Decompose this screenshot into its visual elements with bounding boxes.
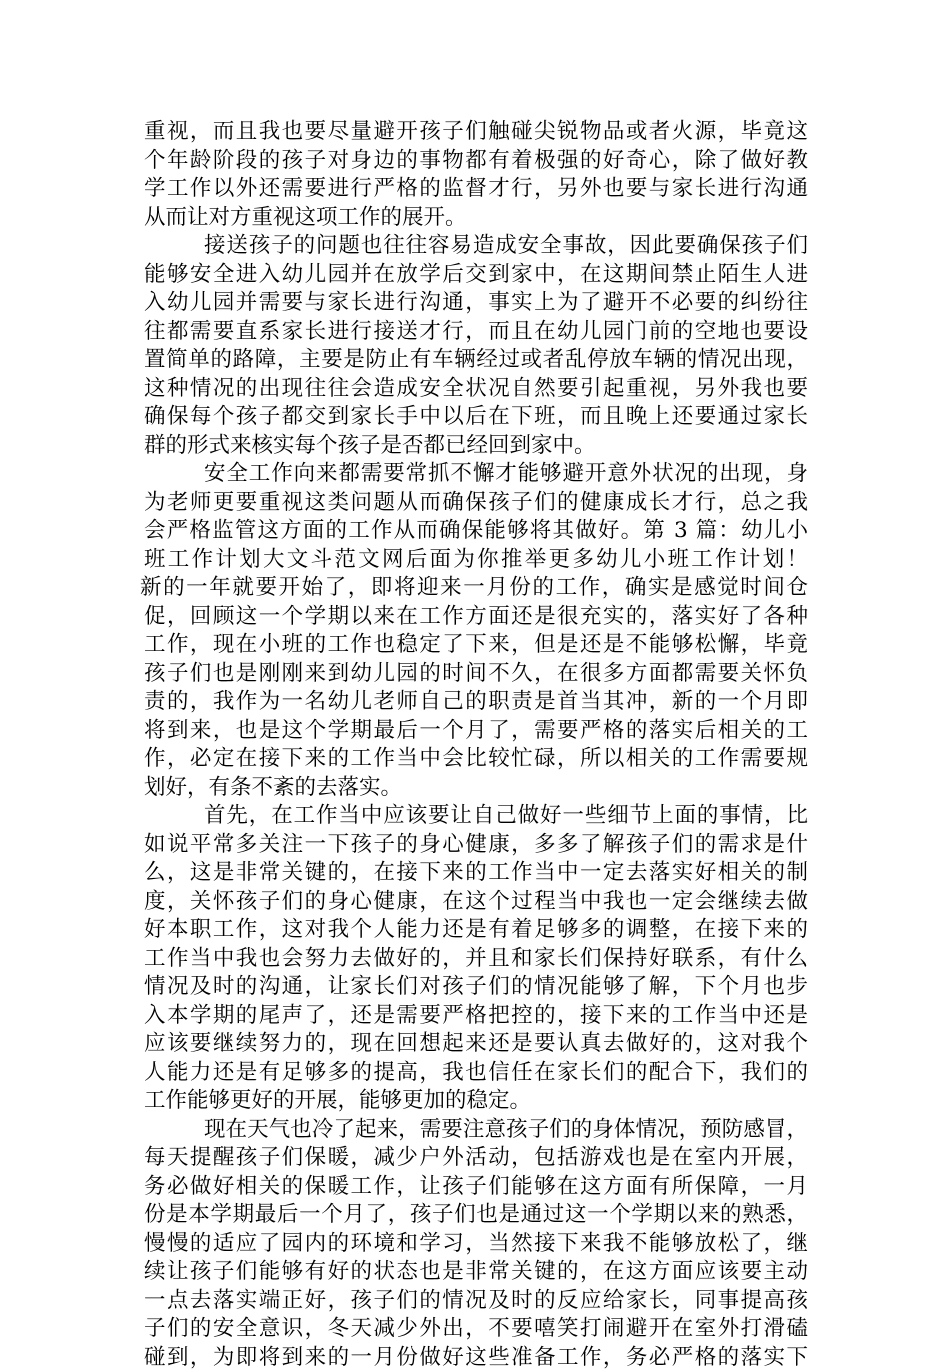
text-line: 份是本学期最后一个月了，孩子们也是通过这一个学期以来的熟悉，: [144, 1201, 808, 1230]
text-line: 划好，有条不紊的去落实。: [144, 774, 808, 803]
text-line: 孩子们也是刚刚来到幼儿园的时间不久，在很多方面都需要关怀负: [144, 660, 808, 689]
text-line: 慢慢的适应了园内的环境和学习，当然接下来我不能够放松了，继: [144, 1230, 808, 1259]
text-line: 置简单的路障，主要是防止有车辆经过或者乱停放车辆的情况出现，: [144, 346, 808, 375]
text-line: 情况及时的沟通，让家长们对孩子们的情况能够了解，下个月也步: [144, 973, 808, 1002]
text-line: 安全工作向来都需要常抓不懈才能够避开意外状况的出现，身: [144, 460, 808, 489]
text-line: 会严格监管这方面的工作从而确保能够将其做好。第 3 篇：幼儿小: [144, 517, 808, 546]
text-line: 能够安全进入幼儿园并在放学后交到家中，在这期间禁止陌生人进: [144, 261, 808, 290]
text-line: 确保每个孩子都交到家长手中以后在下班，而且晚上还要通过家长: [144, 403, 808, 432]
text-line: 往都需要直系家长进行接送才行，而且在幼儿园门前的空地也要设: [144, 318, 808, 347]
text-line: 新的一年就要开始了，即将迎来一月份的工作，确实是感觉时间仓: [140, 574, 808, 603]
text-line: 么，这是非常关键的，在接下来的工作当中一定去落实好相关的制: [144, 859, 808, 888]
text-line: 接送孩子的问题也往往容易造成安全事故，因此要确保孩子们: [144, 232, 808, 261]
text-line: 一点去落实端正好，孩子们的情况及时的反应给家长，同事提高孩: [144, 1287, 808, 1316]
text-line: 个年龄阶段的孩子对身边的事物都有着极强的好奇心，除了做好教: [144, 147, 808, 176]
text-line: 重视，而且我也要尽量避开孩子们触碰尖锐物品或者火源，毕竟这: [144, 118, 808, 147]
text-line: 为老师更要重视这类问题从而确保孩子们的健康成长才行，总之我: [144, 489, 808, 518]
text-line: 度，关怀孩子们的身心健康，在这个过程当中我也一定会继续去做: [144, 888, 808, 917]
text-line: 工作，现在小班的工作也稳定了下来，但是还是不能够松懈，毕竟: [144, 631, 808, 660]
text-line: 工作当中我也会努力去做好的，并且和家长们保持好联系，有什么: [144, 945, 808, 974]
document-body: [144, 118, 808, 1372]
text-line: 务必做好相关的保暖工作，让孩子们能够在这方面有所保障，一月: [144, 1173, 808, 1202]
text-line: 班工作计划大文斗范文网后面为你推举更多幼儿小班工作计划！: [144, 546, 808, 575]
text-line: 首先，在工作当中应该要让自己做好一些细节上面的事情，比: [144, 802, 808, 831]
text-line: 这种情况的出现往往会造成安全状况自然要引起重视，另外我也要: [144, 375, 808, 404]
text-line: 从而让对方重视这项工作的展开。: [144, 204, 808, 233]
text-line: 入本学期的尾声了，还是需要严格把控的，接下来的工作当中还是: [144, 1002, 808, 1031]
text-line: 责的，我作为一名幼儿老师自己的职责是首当其冲，新的一个月即: [144, 688, 808, 717]
text-line: 作，必定在接下来的工作当中会比较忙碌，所以相关的工作需要规: [144, 745, 808, 774]
text-line: 应该要继续努力的，现在回想起来还是要认真去做好的，这对我个: [144, 1030, 808, 1059]
text-line: 群的形式来核实每个孩子是否都已经回到家中。: [144, 432, 808, 461]
text-line: 人能力还是有足够多的提高，我也信任在家长们的配合下，我们的: [144, 1059, 808, 1088]
text-line: 子们的安全意识，冬天减少外出，不要嘻笑打闹避开在室外打滑磕: [144, 1315, 808, 1344]
text-line: 碰到，为即将到来的一月份做好这些准备工作，务必严格的落实下: [144, 1344, 808, 1372]
text-line: 好本职工作，这对我个人能力还是有着足够多的调整，在接下来的: [144, 916, 808, 945]
text-line: 续让孩子们能够有好的状态也是非常关键的，在这方面应该要主动: [144, 1258, 808, 1287]
text-line: 每天提醒孩子们保暖，减少户外活动，包括游戏也是在室内开展，: [144, 1144, 808, 1173]
text-line: 如说平常多关注一下孩子的身心健康，多多了解孩子们的需求是什: [144, 831, 808, 860]
text-line: 入幼儿园并需要与家长进行沟通，事实上为了避开不必要的纠纷往: [144, 289, 808, 318]
text-line: 学工作以外还需要进行严格的监督才行，另外也要与家长进行沟通: [144, 175, 808, 204]
text-line: 促，回顾这一个学期以来在工作方面还是很充实的，落实好了各种: [144, 603, 808, 632]
text-line: 现在天气也冷了起来，需要注意孩子们的身体情况，预防感冒，: [144, 1116, 808, 1145]
text-line: 将到来，也是这个学期最后一个月了，需要严格的落实后相关的工: [144, 717, 808, 746]
text-line: 工作能够更好的开展，能够更加的稳定。: [144, 1087, 808, 1116]
